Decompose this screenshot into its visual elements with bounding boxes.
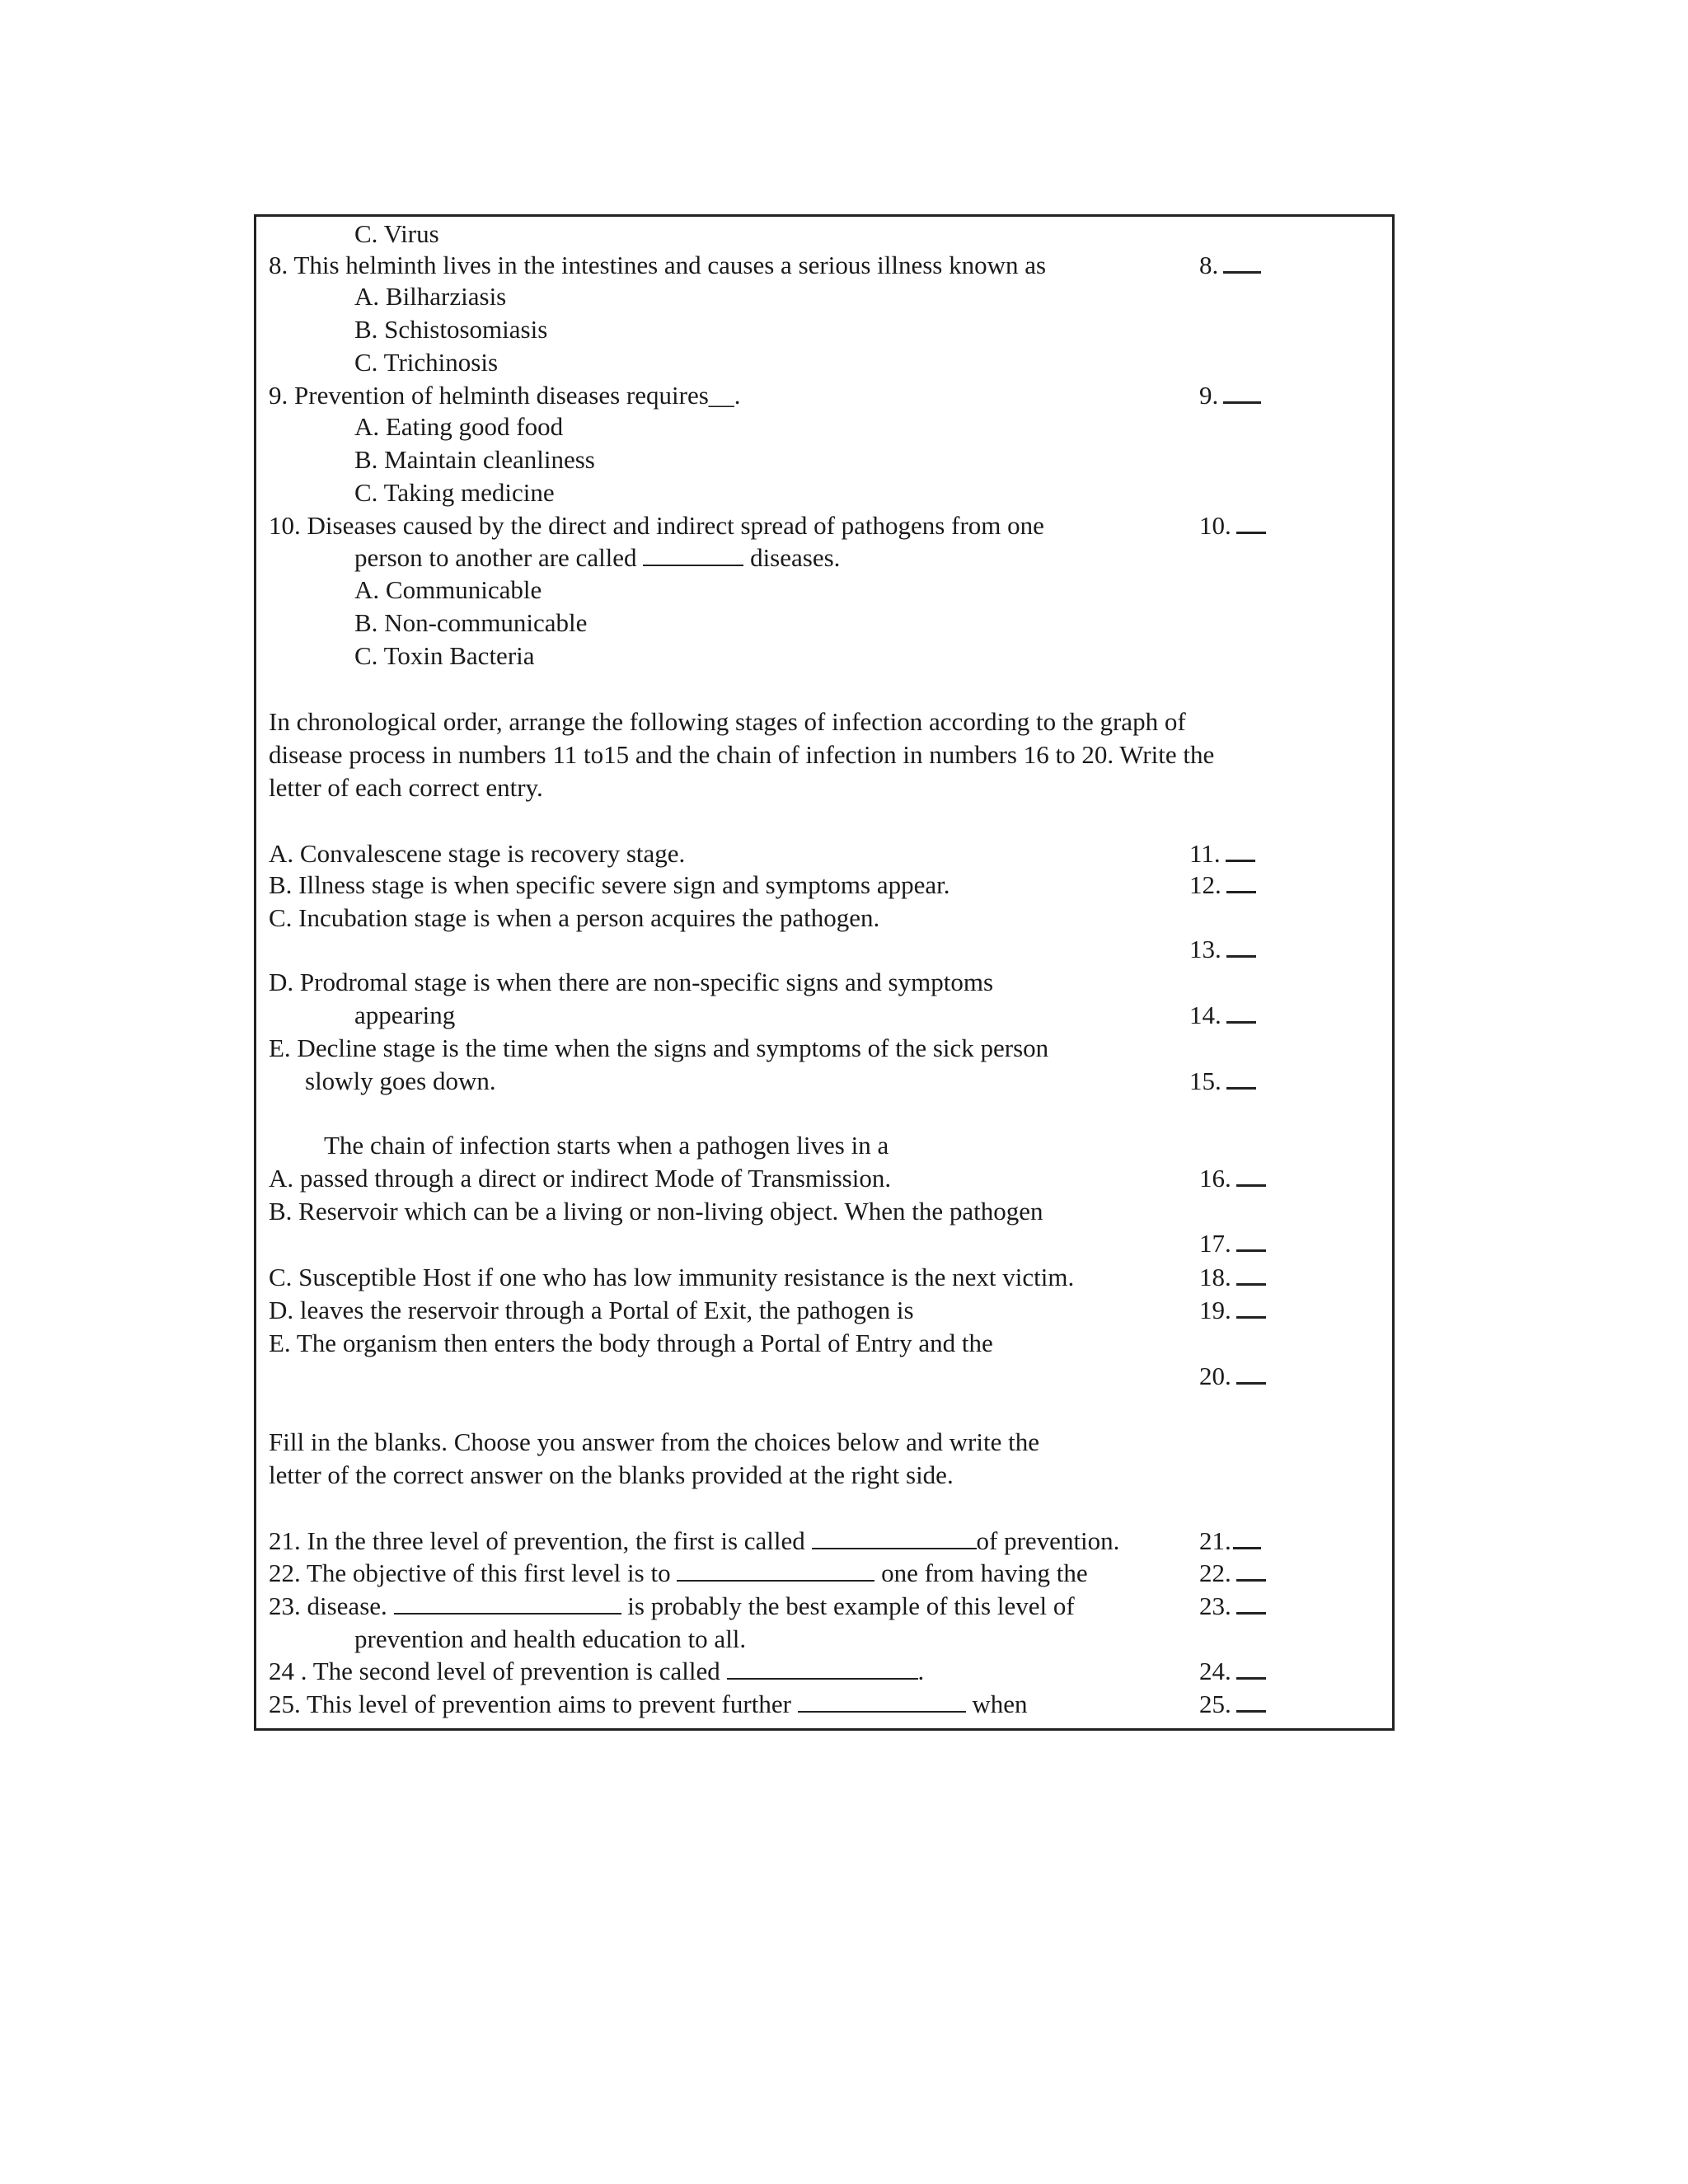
answer-number-10: 10.	[1199, 511, 1231, 540]
answer-blank-15	[1189, 1066, 1256, 1097]
q10-stem-after: diseases.	[750, 543, 841, 572]
q23-after: is probably the best example of this level of	[627, 1591, 1075, 1620]
instructions-1-line-1: In chronological order, arrange the following stages of infection according to the graph of	[269, 707, 1186, 736]
answer-number-19: 19.	[1199, 1296, 1231, 1324]
answer-line-14	[1226, 1000, 1256, 1024]
answer-line-11	[1226, 838, 1255, 862]
q8-option-a: A. Bilharziasis	[354, 282, 507, 311]
answer-blank-25	[1199, 1689, 1266, 1720]
q25-after: when	[972, 1690, 1028, 1718]
answer-line-23	[1236, 1591, 1266, 1615]
q22-inline-blank	[677, 1560, 874, 1582]
answer-number-16: 16.	[1199, 1164, 1231, 1193]
q25-inline-blank	[798, 1691, 966, 1713]
q25-before: 25. This level of prevention aims to prevent further	[269, 1690, 791, 1718]
answer-line-18	[1236, 1262, 1266, 1286]
q23-continuation: prevention and health education to all.	[354, 1624, 747, 1653]
answer-number-20: 20.	[1199, 1361, 1231, 1390]
q24-before: 24 . The second level of prevention is called	[269, 1657, 720, 1685]
q7-option-c: C. Virus	[354, 219, 439, 248]
answer-line-15	[1226, 1066, 1256, 1090]
answer-line-19	[1236, 1295, 1266, 1319]
q22-after: one from having the	[881, 1558, 1088, 1587]
answer-blank-16	[1199, 1163, 1266, 1194]
answer-line-16	[1236, 1163, 1266, 1187]
q21-inline-blank	[812, 1528, 977, 1549]
answer-line-21	[1233, 1526, 1261, 1549]
answer-number-8: 8.	[1199, 251, 1219, 279]
answer-blank-14	[1189, 1000, 1256, 1031]
q22-before: 22. The objective of this first level is to	[269, 1558, 671, 1587]
answer-blank-23	[1199, 1591, 1266, 1622]
q8-option-c: C. Trichinosis	[354, 348, 499, 377]
chain-a: A. passed through a direct or indirect Mode of Transmission.	[269, 1164, 892, 1193]
q10-inline-blank	[643, 545, 743, 566]
q23-before: 23. disease.	[269, 1591, 387, 1620]
q10-stem-before: person to another are called	[354, 543, 637, 572]
instructions-1-line-2: disease process in numbers 11 to15 and the chain of infection in numbers 16 to 20. Write the	[269, 740, 1215, 769]
answer-number-17: 17.	[1199, 1229, 1231, 1258]
stage-b: B. Illness stage is when specific severe sign and symptoms appear.	[269, 870, 950, 899]
chain-e: E. The organism then enters the body through a Portal of Entry and the	[269, 1329, 993, 1357]
stage-d-line-2: appearing	[354, 1001, 456, 1029]
answer-line-24	[1236, 1656, 1266, 1680]
q10-stem-line-1: 10. Diseases caused by the direct and indirect spread of pathogens from one	[269, 511, 1044, 540]
answer-line-12	[1226, 869, 1256, 893]
answer-number-13: 13.	[1189, 935, 1221, 963]
answer-number-22: 22.	[1199, 1558, 1231, 1587]
stage-e-line-1: E. Decline stage is the time when the signs and symptoms of the sick person	[269, 1033, 1049, 1062]
answer-number-12: 12.	[1189, 870, 1221, 899]
answer-blank-8	[1199, 250, 1261, 281]
answer-blank-12	[1189, 869, 1256, 901]
q10-option-c: C. Toxin Bacteria	[354, 641, 535, 670]
answer-blank-18	[1199, 1262, 1266, 1293]
q21-line	[269, 1526, 1119, 1557]
answer-blank-9	[1199, 380, 1261, 411]
answer-number-23: 23.	[1199, 1591, 1231, 1620]
answer-line-8	[1223, 250, 1261, 274]
answer-number-15: 15.	[1189, 1066, 1221, 1095]
q9-option-a: A. Eating good food	[354, 412, 564, 441]
chain-b: B. Reservoir which can be a living or non-living object. When the pathogen	[269, 1197, 1043, 1226]
q10-stem-line-2	[354, 542, 840, 574]
answer-number-14: 14.	[1189, 1001, 1221, 1029]
stage-d-line-1: D. Prodromal stage is when there are non-specific signs and symptoms	[269, 968, 994, 996]
q9-stem: 9. Prevention of helminth diseases requires__.	[269, 381, 741, 410]
answer-blank-17	[1199, 1228, 1266, 1259]
instructions-1-line-3: letter of each correct entry.	[269, 773, 543, 802]
q23-inline-blank	[394, 1593, 621, 1615]
q10-option-b: B. Non-communicable	[354, 608, 588, 637]
chain-intro: The chain of infection starts when a pathogen lives in a	[324, 1131, 889, 1160]
q22-line	[269, 1558, 1088, 1589]
answer-blank-21	[1199, 1526, 1261, 1557]
stage-e-line-2: slowly goes down.	[305, 1066, 496, 1095]
q9-option-b: B. Maintain cleanliness	[354, 445, 595, 474]
q8-option-b: B. Schistosomiasis	[354, 315, 548, 344]
instructions-2-line-2: letter of the correct answer on the blanks provided at the right side.	[269, 1460, 954, 1489]
instructions-2-line-1: Fill in the blanks. Choose you answer from the choices below and write the	[269, 1427, 1039, 1456]
answer-blank-10	[1199, 510, 1266, 541]
q25-line	[269, 1689, 1028, 1720]
answer-line-9	[1223, 380, 1261, 404]
answer-line-13	[1226, 934, 1256, 958]
answer-number-21: 21.	[1199, 1526, 1231, 1555]
answer-blank-20	[1199, 1361, 1266, 1392]
answer-line-17	[1236, 1228, 1266, 1252]
answer-number-24: 24.	[1199, 1657, 1231, 1685]
stage-c: C. Incubation stage is when a person acquires the pathogen.	[269, 903, 880, 932]
answer-line-22	[1236, 1558, 1266, 1582]
q23-line	[269, 1591, 1075, 1622]
answer-number-9: 9.	[1199, 381, 1219, 410]
answer-number-25: 25.	[1199, 1690, 1231, 1718]
answer-line-20	[1236, 1361, 1266, 1385]
answer-line-25	[1236, 1689, 1266, 1713]
q21-after: of prevention.	[976, 1526, 1120, 1555]
answer-blank-13	[1189, 934, 1256, 965]
answer-number-18: 18.	[1199, 1263, 1231, 1291]
answer-blank-24	[1199, 1656, 1266, 1687]
q10-option-a: A. Communicable	[354, 575, 542, 604]
chain-d: D. leaves the reservoir through a Portal of Exit, the pathogen is	[269, 1296, 914, 1324]
q21-before: 21. In the three level of prevention, the first is called	[269, 1526, 805, 1555]
q24-after: .	[917, 1657, 925, 1685]
q24-inline-blank	[727, 1658, 918, 1680]
q9-option-c: C. Taking medicine	[354, 478, 555, 507]
q24-line	[269, 1656, 924, 1687]
answer-line-10	[1236, 510, 1266, 534]
answer-blank-22	[1199, 1558, 1266, 1589]
answer-blank-19	[1199, 1295, 1266, 1326]
answer-number-11: 11.	[1189, 839, 1221, 868]
stage-a: A. Convalescene stage is recovery stage.	[269, 839, 686, 868]
chain-c: C. Susceptible Host if one who has low immunity resistance is the next victim.	[269, 1263, 1075, 1291]
answer-blank-11	[1189, 838, 1255, 869]
q8-stem: 8. This helminth lives in the intestines and causes a serious illness known as	[269, 251, 1047, 279]
